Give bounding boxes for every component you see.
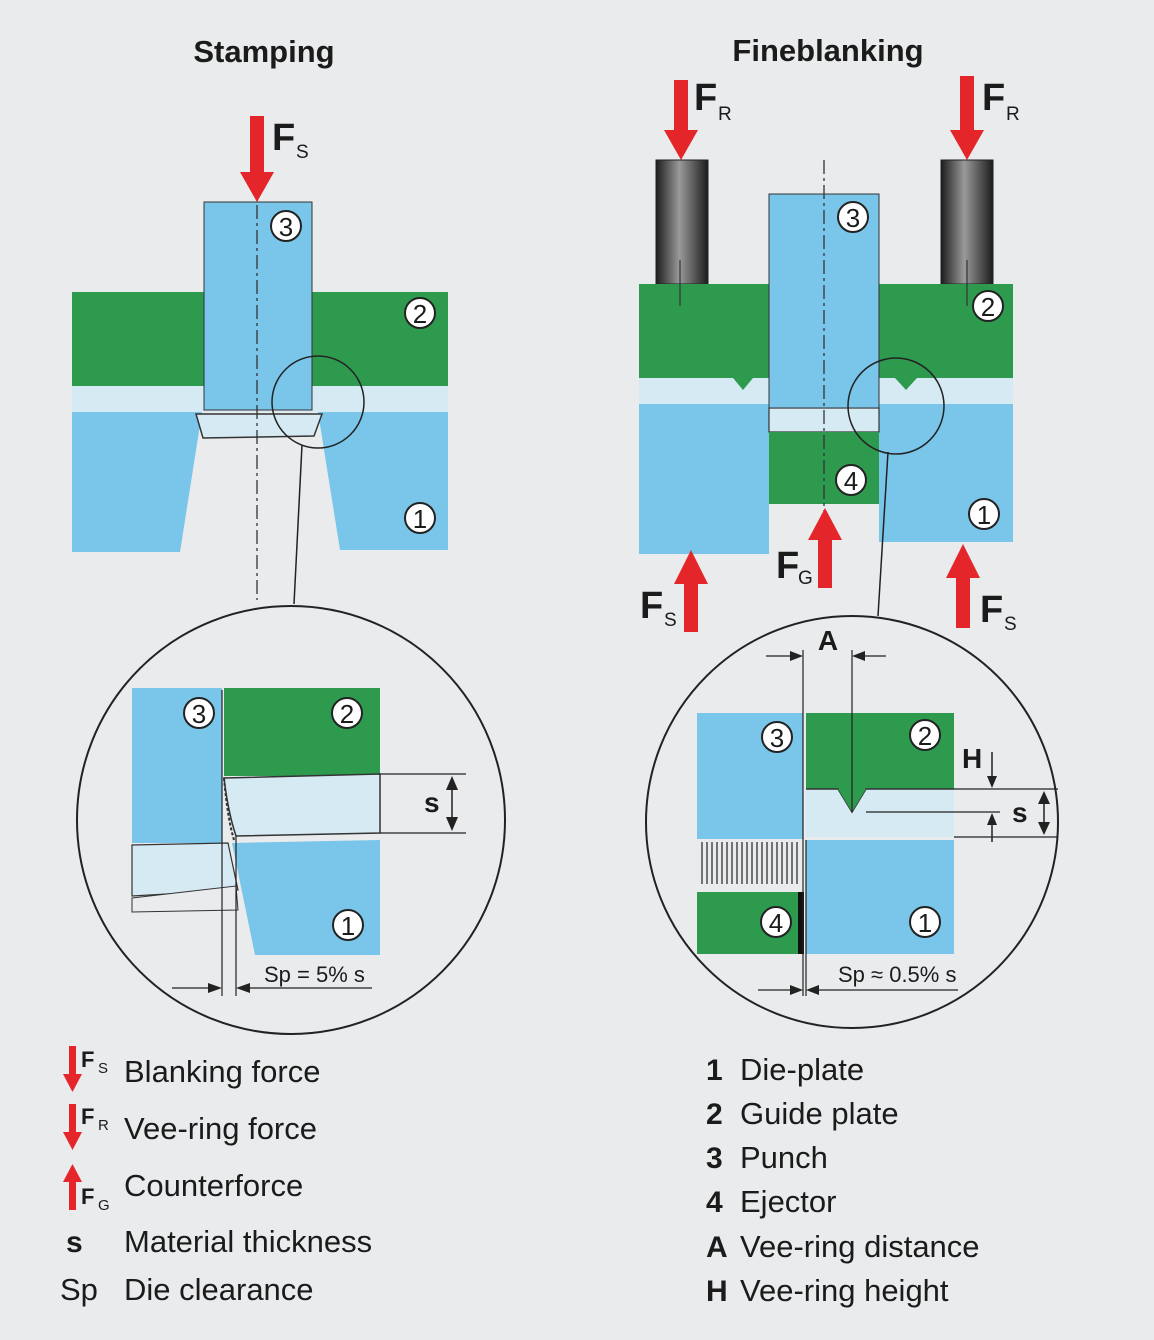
legend-vee-ring-force: Vee-ring force bbox=[124, 1111, 317, 1146]
svg-text:F: F bbox=[81, 1047, 95, 1072]
up-arrow-icon bbox=[808, 508, 842, 540]
fr-sub-right: R bbox=[1006, 104, 1020, 125]
down-arrow-icon bbox=[664, 130, 698, 160]
svg-text:A: A bbox=[706, 1231, 728, 1264]
blanking-force-right bbox=[946, 544, 1017, 635]
fineblank-clearance-label: Sp ≈ 0.5% s bbox=[838, 962, 957, 987]
legend-right bbox=[706, 1052, 980, 1308]
fineblanking-diagram-main bbox=[639, 76, 1020, 635]
down-arrow-icon bbox=[240, 172, 274, 202]
fr-sub-left: R bbox=[718, 104, 732, 125]
legend-sp-symbol: Sp bbox=[60, 1272, 98, 1307]
vee-ring-distance-label: A bbox=[817, 625, 839, 656]
vee-ring-force-left bbox=[664, 77, 732, 160]
legend-blanking-force: Blanking force bbox=[124, 1054, 321, 1089]
legend-item-counterforce bbox=[63, 1164, 303, 1214]
legend-item-vee-ring-force bbox=[63, 1104, 317, 1150]
detail-punch-number: 3 bbox=[191, 699, 207, 729]
legend-material-thickness: Material thickness bbox=[124, 1224, 373, 1259]
stamping-slug bbox=[196, 414, 322, 438]
legend-ejector: Ejector bbox=[740, 1184, 837, 1219]
down-arrow-icon bbox=[63, 1074, 82, 1092]
svg-text:3: 3 bbox=[706, 1142, 723, 1175]
legend-guide-plate: Guide plate bbox=[740, 1096, 899, 1131]
fineblank-die-number: 1 bbox=[976, 500, 992, 530]
stamping-clearance-label: Sp = 5% s bbox=[264, 962, 365, 987]
fineblank-punch-number: 3 bbox=[845, 203, 861, 233]
legend-vee-ring-height: Vee-ring height bbox=[740, 1273, 949, 1308]
stamping-detail bbox=[77, 606, 505, 1034]
svg-text:S: S bbox=[98, 1060, 109, 1077]
stamping-punch-number: 3 bbox=[278, 212, 294, 242]
fs-sub-right: S bbox=[1004, 614, 1017, 635]
vee-ring-height-label: H bbox=[962, 743, 983, 774]
legend-die-clearance: Die clearance bbox=[124, 1272, 314, 1307]
legend-counterforce: Counterforce bbox=[124, 1168, 304, 1203]
fs-label-left: F bbox=[640, 585, 664, 627]
stamping-fs-label: F bbox=[272, 117, 296, 159]
fg-sub: G bbox=[798, 568, 813, 589]
fineblank-guide-number: 2 bbox=[980, 292, 996, 322]
detail-die-plate bbox=[232, 840, 380, 955]
legend-vee-ring-distance: Vee-ring distance bbox=[740, 1229, 980, 1264]
detail-fb-die-number: 1 bbox=[917, 908, 933, 938]
fs-label-right: F bbox=[980, 589, 1004, 631]
svg-text:2: 2 bbox=[706, 1098, 723, 1131]
vee-ring-force-right bbox=[950, 76, 1020, 160]
fineblank-detail bbox=[646, 616, 1058, 1028]
stamping-die-left bbox=[72, 412, 202, 552]
stamping-diagram bbox=[72, 116, 448, 604]
down-arrow-icon bbox=[950, 130, 984, 160]
legend-item-blanking-force bbox=[63, 1046, 320, 1092]
detail-sheet bbox=[224, 774, 380, 836]
fg-label: F bbox=[776, 545, 800, 587]
stamping-thickness-label: s bbox=[424, 787, 440, 818]
guide-plate-left bbox=[639, 284, 769, 378]
stamping-guide-number: 2 bbox=[412, 299, 428, 329]
stamping-die-number: 1 bbox=[412, 504, 428, 534]
fr-label-left: F bbox=[694, 77, 718, 119]
svg-text:4: 4 bbox=[706, 1186, 723, 1219]
detail-fb-ejector-number: 4 bbox=[768, 908, 784, 938]
svg-text:1: 1 bbox=[706, 1054, 723, 1087]
detail-die-number: 1 bbox=[340, 911, 356, 941]
die-plate-left bbox=[639, 404, 769, 554]
up-arrow-icon bbox=[946, 544, 980, 578]
svg-text:G: G bbox=[98, 1197, 110, 1214]
detail-fb-punch-number: 3 bbox=[769, 723, 785, 753]
down-arrow-icon bbox=[63, 1132, 82, 1150]
svg-text:F: F bbox=[81, 1104, 95, 1129]
stamping-force-fs bbox=[240, 116, 309, 202]
fineblank-thickness-label: s bbox=[1012, 797, 1028, 828]
up-arrow-icon bbox=[63, 1164, 82, 1182]
fs-sub-left: S bbox=[664, 610, 677, 631]
fineblank-ejector-number: 4 bbox=[843, 466, 859, 496]
detail-fb-guide-number: 2 bbox=[917, 721, 933, 751]
fr-label-right: F bbox=[982, 77, 1006, 119]
legend-punch: Punch bbox=[740, 1140, 828, 1175]
detail-fb-sheet bbox=[806, 789, 954, 837]
blanking-force-left bbox=[640, 550, 708, 632]
svg-text:H: H bbox=[706, 1275, 728, 1308]
detail-guide-number: 2 bbox=[339, 699, 355, 729]
counterforce bbox=[776, 508, 842, 589]
left-pressure-pillar bbox=[656, 160, 708, 284]
stamping-title: Stamping bbox=[193, 34, 335, 69]
stamping-leader-line bbox=[294, 445, 302, 604]
svg-text:F: F bbox=[81, 1184, 95, 1209]
stamping-fs-sub: S bbox=[296, 142, 309, 163]
legend-die-plate: Die-plate bbox=[740, 1052, 865, 1087]
legend-s-symbol: s bbox=[66, 1226, 83, 1259]
fineblanking-title: Fineblanking bbox=[732, 33, 924, 68]
legend-left bbox=[60, 1046, 372, 1307]
svg-text:R: R bbox=[98, 1117, 109, 1134]
up-arrow-icon bbox=[674, 550, 708, 584]
